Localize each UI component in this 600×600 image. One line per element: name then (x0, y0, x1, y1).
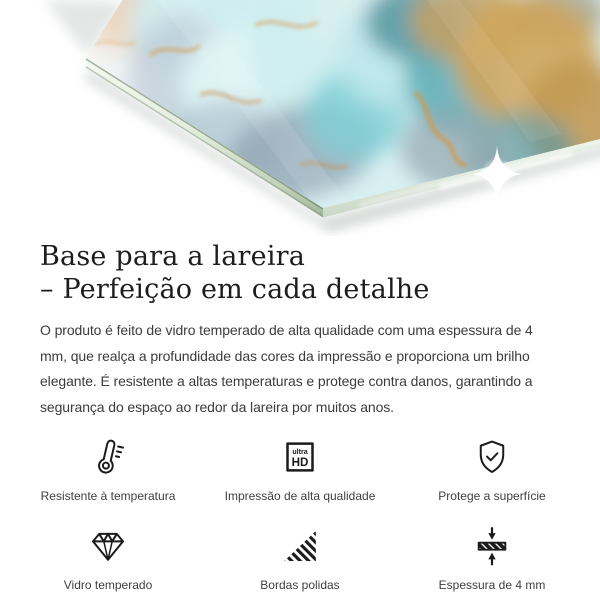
feature-label: Bordas polidas (260, 578, 340, 592)
feature-label: Impressão de alta qualidade (224, 489, 376, 503)
polished-edges-icon (280, 525, 320, 567)
glass-panel-photo (0, 0, 600, 236)
compression-arrows-icon (472, 525, 512, 567)
product-description: O produto é feito de vidro temperado de alta qualidade com uma espessura de 4 mm, que realça a profundidade das cores da impressão e proporciona um brilho elegante. É resistente a altas temperaturas e protege contra danos, garantindo a segurança do espaço ao redor da lareira por muitos anos. (40, 322, 533, 415)
feature-tempered-glass (12, 525, 204, 592)
feature-surface-protection (396, 436, 588, 503)
svg-text:ultra: ultra (292, 448, 308, 457)
shield-check-icon (472, 436, 512, 478)
feature-polished-edges (204, 525, 396, 592)
features-grid (12, 436, 588, 592)
feature-label: Espessura de 4 mm (438, 578, 546, 592)
page-title-line1: Base para a lareira (40, 241, 306, 272)
feature-temperature-resistant (12, 436, 204, 503)
product-image (0, 0, 600, 236)
diamond-icon (87, 525, 129, 567)
feature-print-quality (204, 436, 396, 503)
feature-label: Protege a superfície (438, 489, 546, 503)
page-title (40, 240, 560, 306)
feature-label: Vidro temperado (63, 578, 153, 592)
svg-text:HD: HD (291, 456, 309, 470)
thermometer-icon (88, 436, 128, 478)
product-details-section (0, 240, 600, 592)
feature-label: Resistente à temperatura (40, 489, 176, 503)
feature-thickness (396, 525, 588, 592)
page-title-line2: – Perfeição em cada detalhe (40, 274, 430, 305)
ultra-hd-icon (280, 436, 320, 478)
